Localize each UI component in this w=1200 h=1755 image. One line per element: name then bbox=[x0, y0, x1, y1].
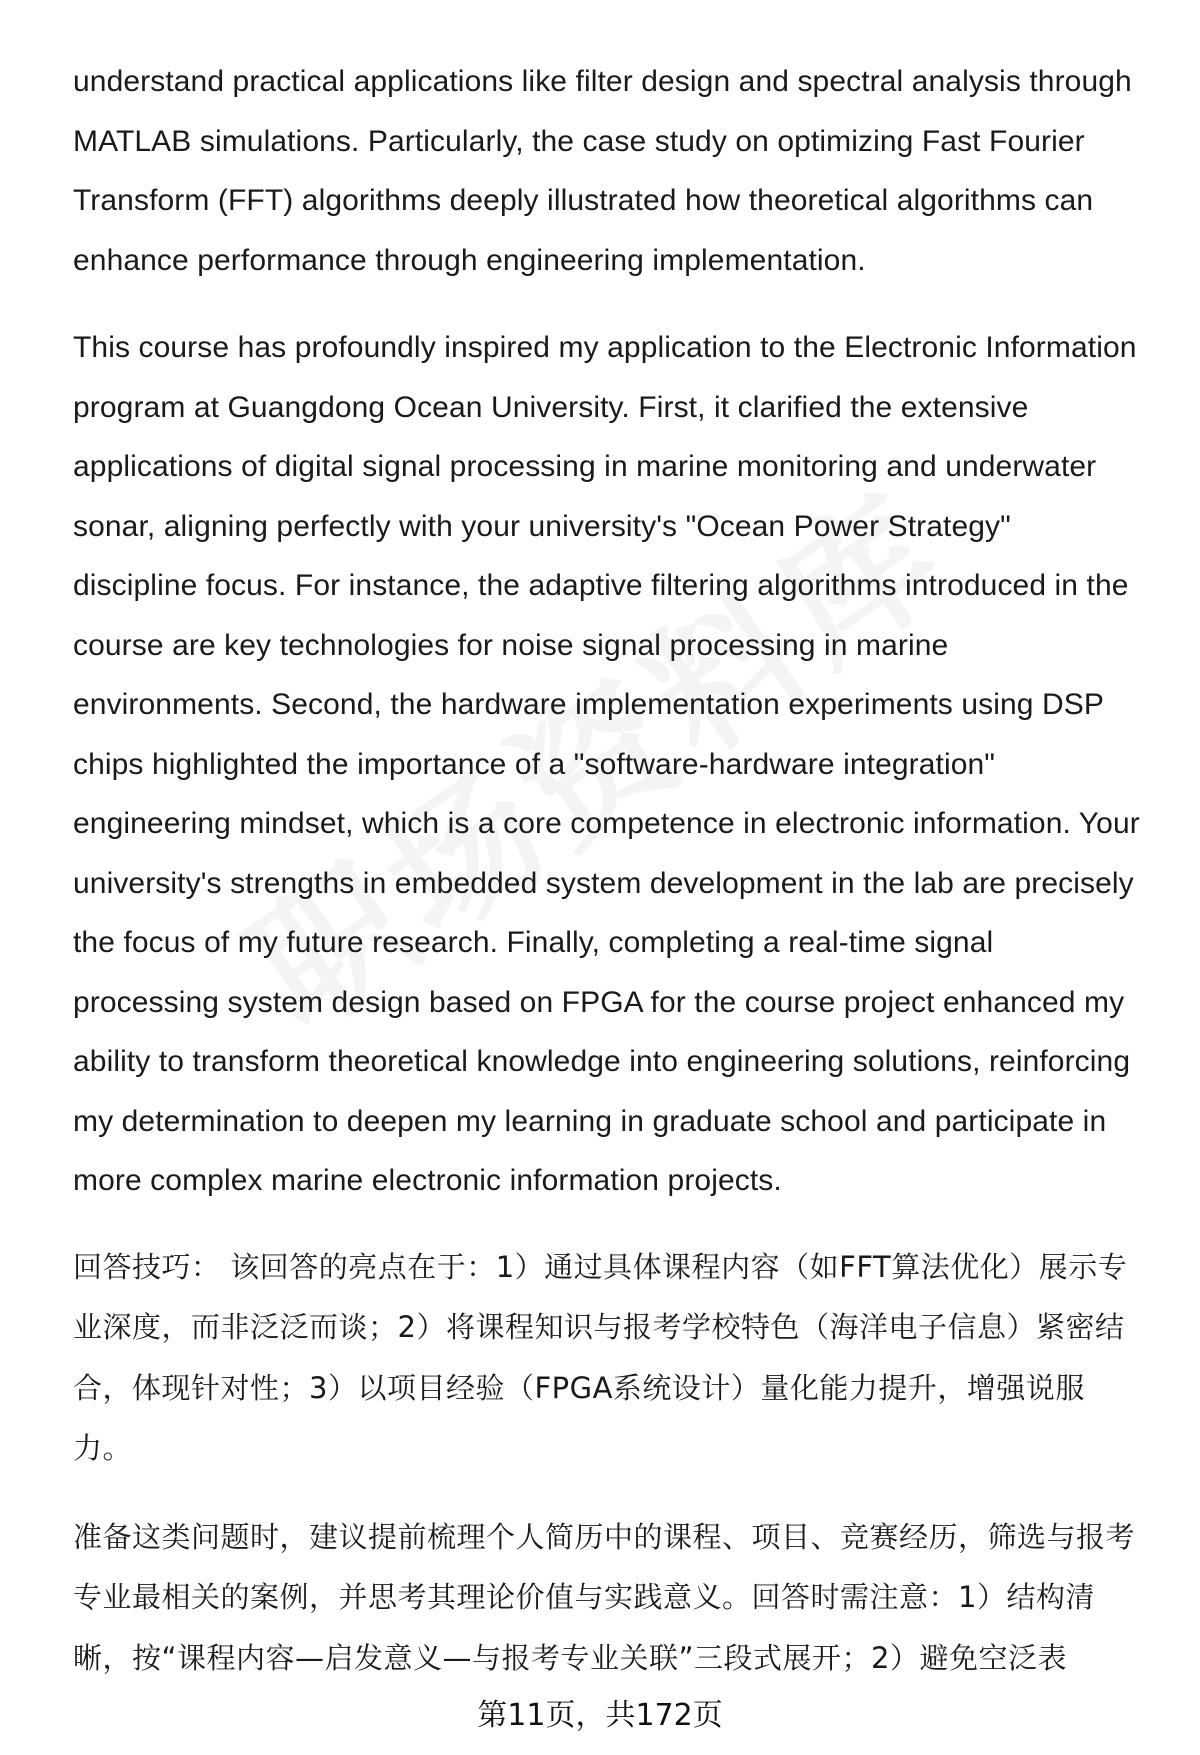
paragraph-answer-tips: 回答技巧： 该回答的亮点在于：1）通过具体课程内容（如FFT算法优化）展示专业深度，而非泛泛而谈；2）将课程知识与报考学校特色（海洋电子信息）紧密结合，体现针对性；3）以项目经验（FPGA系统设计）量化能力提升，增强说服力。 bbox=[73, 1249, 1128, 1465]
page-number-footer: 第11页，共172页 bbox=[477, 1698, 723, 1733]
paragraph-course-applications: understand practical applications like filter design and spectral analysis through MATLAB simulations. Particularly, the case study on optimizing Fast Fourier Transform (FFT) algorithms deeply illustrated how theoretical algorithms can enhance performance through engineering implementation. bbox=[73, 65, 1132, 277]
paragraph-course-inspiration: This course has profoundly inspired my application to the Electronic Information program at Guangdong Ocean University. First, it clarified the extensive applications of digital signal processing in marine monitoring and underwater sonar, aligning perfectly with your university's "Ocean Power Strategy" discipline focus. For instance, the adaptive filtering algorithms introduced in the course are key technologies for noise signal processing in marine environments. Second, the hardware implementation experiments using DSP chips highlighted the importance of a "software-hardware integration" engineering mindset, which is a core competence in electronic information. Your university's strengths in embedded system development in the lab are precisely the focus of my future research. Finally, completing a real-time signal processing system design based on FPGA for the course project enhanced my ability to transform theoretical knowledge into engineering solutions, reinforcing my determination to deepen my learning in graduate school and participate in more complex marine electronic information projects. bbox=[73, 331, 1140, 1197]
paragraph-preparation-advice: 准备这类问题时，建议提前梳理个人简历中的课程、项目、竞赛经历，筛选与报考专业最相关的案例，并思考其理论价值与实践意义。回答时需注意：1）结构清晰，按“课程内容—启发意义—与报考专业关联”三段式展开；2）避免空泛表 bbox=[73, 1519, 1136, 1675]
